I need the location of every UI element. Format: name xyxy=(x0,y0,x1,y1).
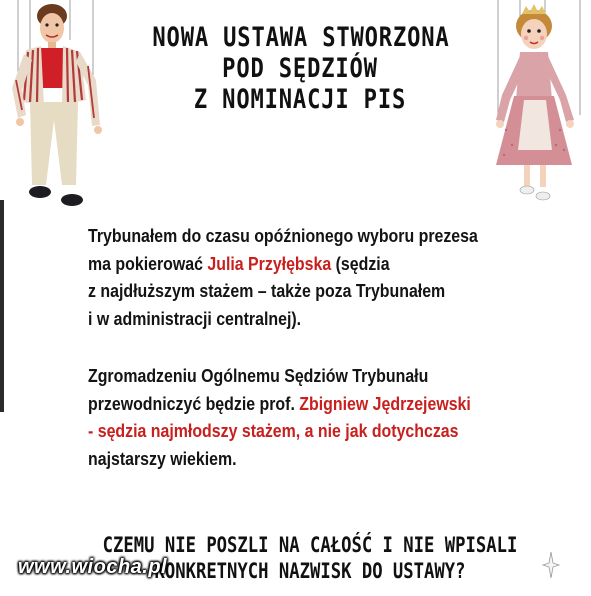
headline-line-1: NOWA USTAWA STWORZONA xyxy=(152,22,450,53)
paragraph1-line-2-suffix: (sędzia xyxy=(331,252,390,274)
footer-question-line-2: KONKRETNYCH NAZWISK DO USTAWY? xyxy=(154,559,466,583)
headline xyxy=(152,22,450,115)
paragraph1-line-2 xyxy=(88,250,492,278)
site-watermark: www.wiocha.pl xyxy=(18,556,168,578)
headline-line-3: Z NOMINACJI PIS xyxy=(193,84,407,115)
paragraph-tribunal-leadership xyxy=(88,222,492,332)
paragraph1-line-3: z najdłuższym stażem – także poza Trybunałem xyxy=(88,280,446,301)
highlighted-name-przylebska: Julia Przyłębska xyxy=(207,252,332,274)
footer-question-line-1: CZEMU NIE POSZLI NA CAŁOŚĆ I NIE WPISALI xyxy=(102,533,518,557)
paragraph2-line-1: Zgromadzeniu Ogólnemu Sędziów Trybunału xyxy=(88,365,429,386)
paragraph1-line-4: i w administracji centralnej). xyxy=(88,307,302,329)
paragraph2-line-4: najstarszy wiekiem. xyxy=(88,447,237,469)
paragraph1-line-1: Trybunałem do czasu opóźnionego wyboru prezesa xyxy=(88,225,478,246)
paragraph-general-assembly xyxy=(88,362,492,472)
paragraph1-line-2-prefix: ma pokierować xyxy=(88,252,208,274)
paragraph2-line-2 xyxy=(88,390,492,418)
paragraph2-line-3-highlighted: - sędzia najmłodszy stażem, a nie jak dotychczas xyxy=(88,420,459,441)
paragraph2-line-2-prefix: przewodniczyć będzie prof. xyxy=(88,392,300,414)
boy-marionette-image xyxy=(8,0,108,215)
highlighted-name-jedrzejewski: Zbigniew Jędrzejewski xyxy=(299,392,471,414)
headline-line-2: POD SĘDZIÓW xyxy=(222,53,378,84)
left-edge-bar xyxy=(0,200,4,412)
sparkle-icon xyxy=(541,550,561,580)
girl-marionette-image xyxy=(490,0,585,215)
